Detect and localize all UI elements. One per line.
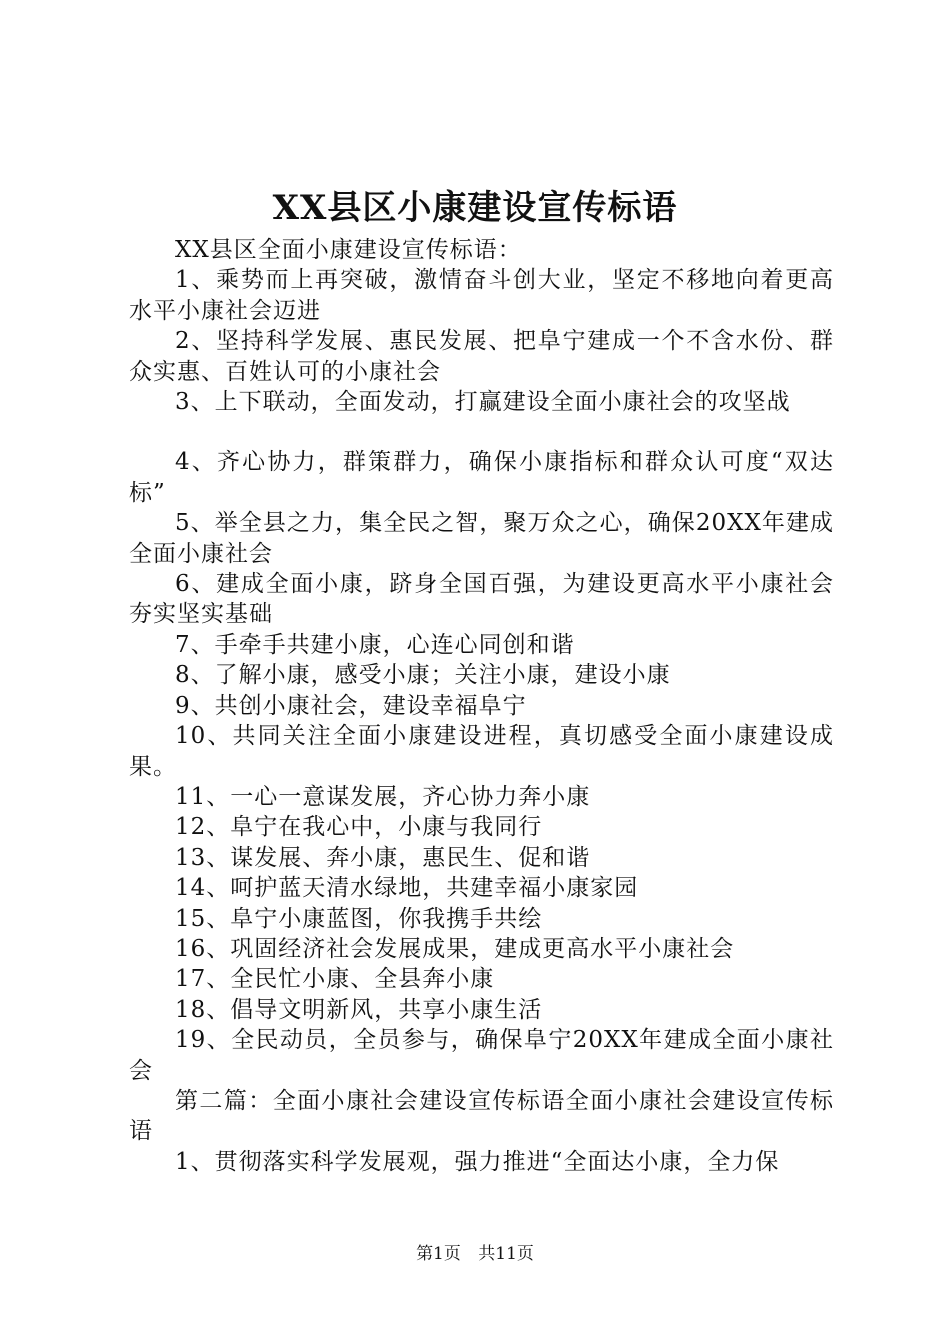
body-paragraph-intro: XX县区全面小康建设宣传标语： (175, 237, 522, 263)
document-body (129, 235, 834, 1177)
slogan-item: 3、上下联动，全面发动，打赢建设全面小康社会的攻坚战 (175, 389, 791, 416)
slogan-item: 14、呵护蓝天清水绿地，共建幸福小康家园 (175, 875, 639, 902)
slogan-item: 18、倡导文明新风，共享小康生活 (175, 996, 543, 1023)
slogan-item: 15、阜宁小康蓝图，你我携手共绘 (175, 905, 543, 932)
section-heading: 第二篇：全面小康社会建设宣传标语全面小康社会建设宣传标语 (129, 1087, 834, 1145)
slogan-item: 11、一心一意谋发展，齐心协力奔小康 (175, 783, 591, 810)
slogan-item: 19、全民动员，全员参与，确保阜宁20XX年建成全面小康社会 (129, 1027, 834, 1084)
slogan-item: 7、手牵手共建小康，心连心同创和谐 (175, 631, 575, 658)
slogan-item: 9、共创小康社会，建设幸福阜宁 (175, 692, 527, 719)
slogan-item: 1、乘势而上再突破，激情奋斗创大业，坚定不移地向着更高水平小康社会迈进 (129, 267, 834, 324)
slogan-item: 6、建成全面小康，跻身全国百强，为建设更高水平小康社会夯实坚实基础 (129, 571, 834, 628)
slogan-item: 5、举全县之力，集全民之智，聚万众之心，确保20XX年建成全面小康社会 (129, 510, 834, 567)
slogan-item: 13、谋发展、奔小康，惠民生、促和谐 (175, 844, 591, 871)
slogan-item: 17、全民忙小康、全县奔小康 (175, 966, 495, 993)
slogan-item: 10、共同关注全面小康建设进程，真切感受全面小康建设成果。 (129, 723, 834, 780)
document-title: XX县区小康建设宣传标语 (272, 188, 678, 228)
slogan-item: 12、阜宁在我心中，小康与我同行 (175, 814, 543, 841)
slogan-item: 2、坚持科学发展、惠民发展、把阜宁建成一个不含水份、群众实惠、百姓认可的小康社会 (129, 328, 834, 385)
slogan-item: 4、齐心协力，群策群力，确保小康指标和群众认可度“双达标” (129, 449, 834, 506)
page-number-total: 共11页 (478, 1244, 534, 1264)
slogan-item: 1、贯彻落实科学发展观，强力推进“全面达小康，全力保 (175, 1148, 780, 1175)
page-footer (0, 1242, 950, 1266)
slogan-item: 16、巩固经济社会发展成果，建成更高水平小康社会 (175, 935, 735, 962)
slogan-item: 8、了解小康，感受小康；关注小康，建设小康 (175, 662, 671, 689)
page-number-current: 第1页 (416, 1244, 461, 1264)
